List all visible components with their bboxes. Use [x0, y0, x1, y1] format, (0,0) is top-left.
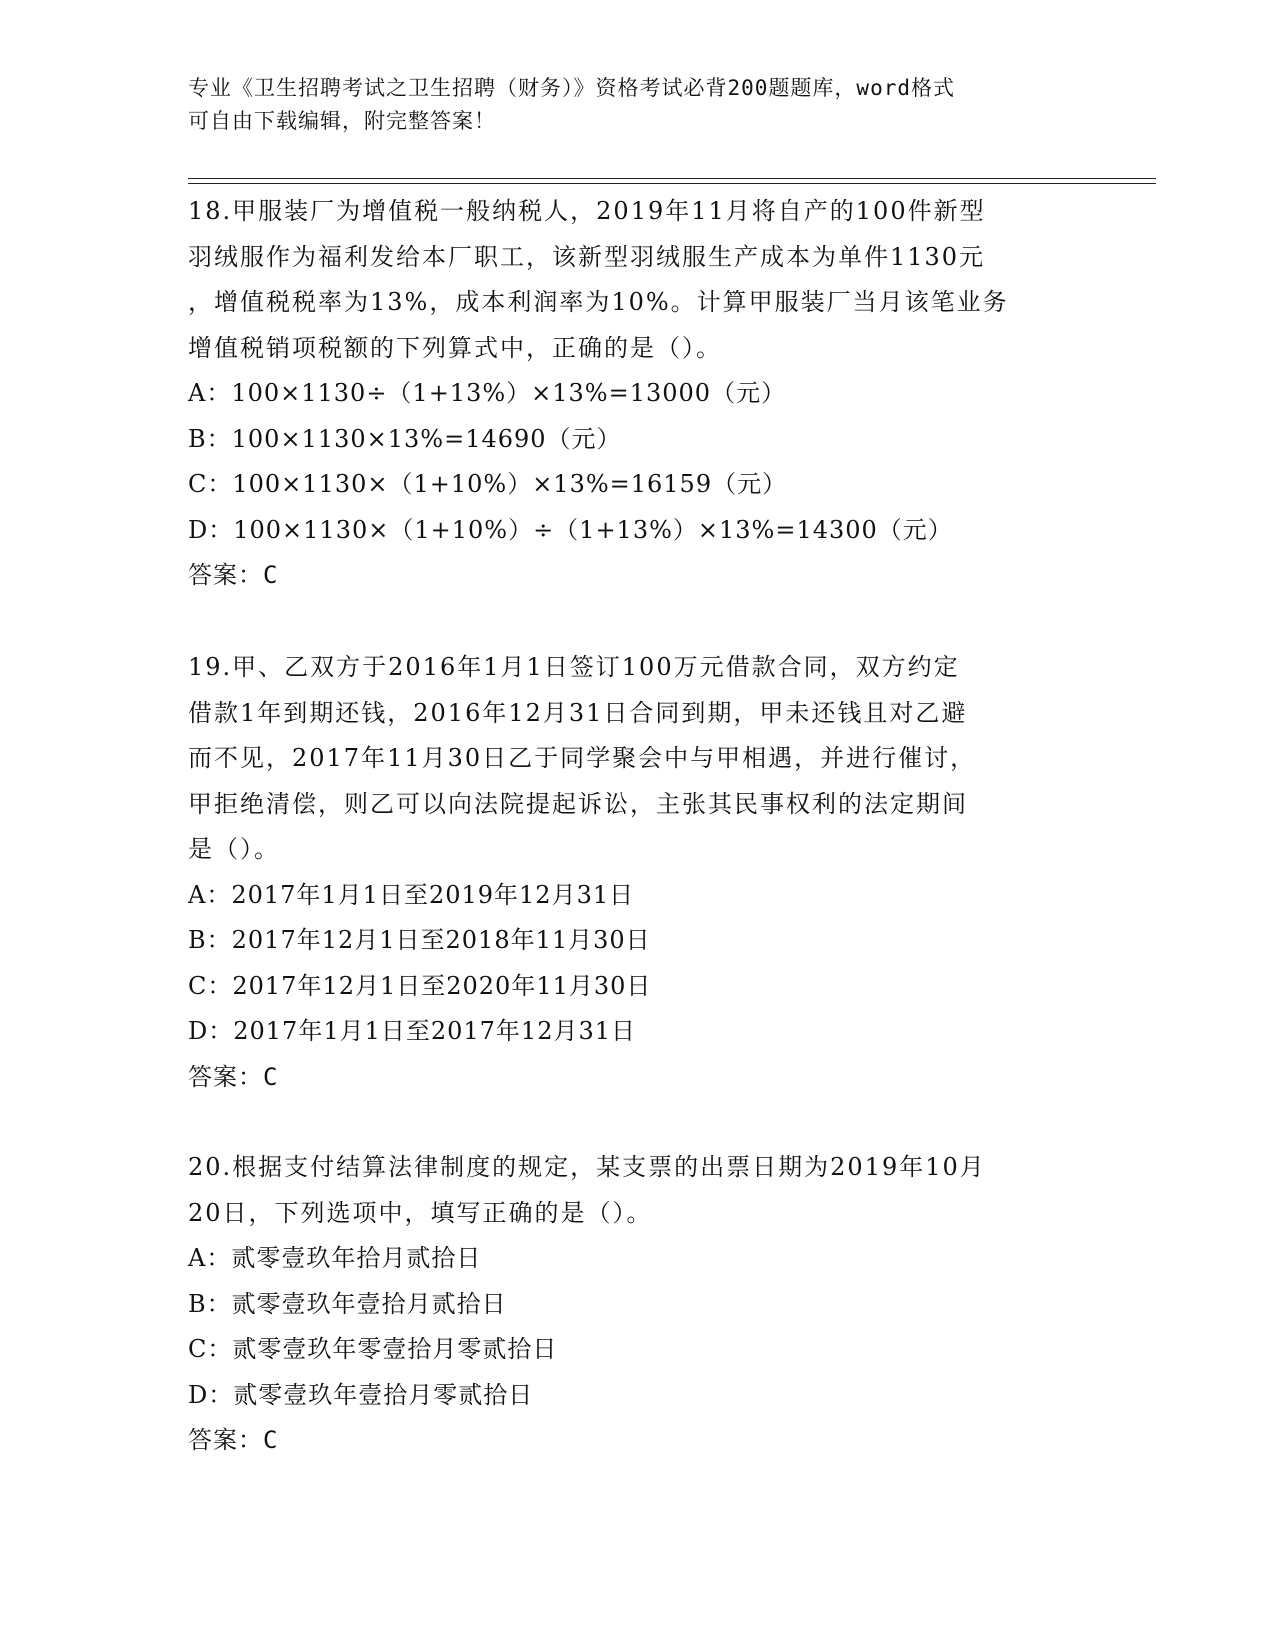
- option-d: D：2017年1月1日至2017年12月31日: [188, 1017, 637, 1045]
- answer-label: 答案：C: [188, 561, 279, 589]
- header-title-line-2: 可自由下载编辑，附完整答案！: [188, 109, 496, 133]
- option-c: C：贰零壹玖年零壹拾月零贰拾日: [188, 1335, 558, 1363]
- question-stem-line: ，增值税税率为13%，成本利润率为10%。计算甲服装厂当月该笔业务: [188, 288, 1009, 316]
- question-stem-line: 是（）。: [188, 835, 280, 863]
- option-b: B：贰零壹玖年壹拾月贰拾日: [188, 1289, 507, 1318]
- question-stem-line: 19.甲、乙双方于2016年1月1日签订100万元借款合同，双方约定: [188, 653, 960, 681]
- question-stem-line: 增值税销项税额的下列算式中，正确的是（）。: [188, 333, 722, 362]
- option-c: C：2017年12月1日至2020年11月30日: [188, 971, 652, 1000]
- question-stem-line: 甲拒绝清偿，则乙可以向法院提起诉讼，主张其民事权利的法定期间: [188, 789, 968, 818]
- question-stem-line: 20日，下列选项中，填写正确的是（）。: [188, 1198, 653, 1227]
- answer-label: 答案：C: [188, 1062, 279, 1091]
- option-a: A：贰零壹玖年拾月贰拾日: [188, 1244, 482, 1272]
- question-stem-line: 而不见，2017年11月30日乙于同学聚会中与甲相遇，并进行催讨，: [188, 744, 977, 772]
- header-divider-top: [188, 178, 1156, 179]
- option-a: A：2017年1月1日至2019年12月31日: [188, 880, 635, 909]
- question-stem-line: 20.根据支付结算法律制度的规定，某支票的出票日期为2019年10月: [188, 1153, 986, 1181]
- option-b: B：2017年12月1日至2018年11月30日: [188, 926, 651, 954]
- option-b: B：100×1130×13%=14690（元）: [188, 424, 622, 453]
- option-d: D：贰零壹玖年壹拾月零贰拾日: [188, 1380, 534, 1409]
- question-stem-line: 借款1年到期还钱，2016年12月31日合同到期，甲未还钱且对乙避: [188, 698, 968, 727]
- question-20: [188, 1145, 1088, 1464]
- question-stem-line: 羽绒服作为福利发给本厂职工，该新型羽绒服生产成本为单件1130元: [188, 242, 986, 271]
- header-title-line-1: 专业《卫生招聘考试之卫生招聘（财务）》资格考试必背200题题库，word格式: [188, 76, 955, 100]
- option-c: C：100×1130×（1+10%）×13%=16159（元）: [188, 470, 788, 498]
- answer-label: 答案：C: [188, 1426, 279, 1454]
- question-stem-line: 18.甲服装厂为增值税一般纳税人，2019年11月将自产的100件新型: [188, 197, 986, 225]
- option-d: D：100×1130×（1+10%）÷（1+13%）×13%=14300（元）: [188, 515, 953, 544]
- question-18: [188, 189, 1088, 599]
- option-a: A：100×1130÷（1+13%）×13%=13000（元）: [188, 379, 787, 407]
- document-header: [188, 72, 1068, 138]
- question-19: [188, 645, 1088, 1100]
- header-divider-bottom: [188, 183, 1156, 184]
